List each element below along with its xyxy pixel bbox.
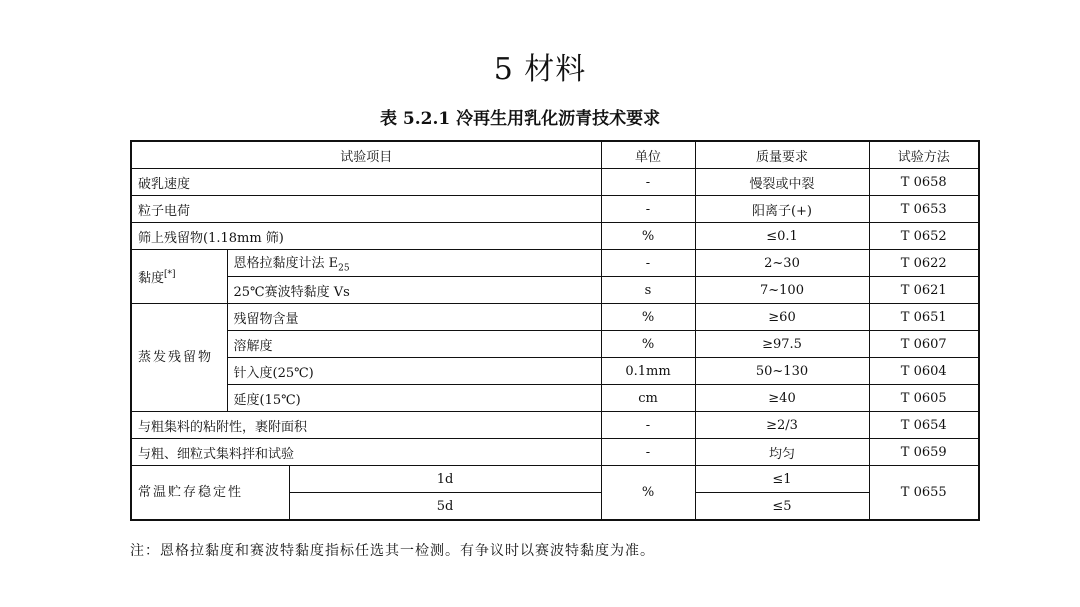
section-heading: 5 材料 <box>493 52 587 87</box>
table-row <box>131 466 979 493</box>
row-method: T 0621 <box>869 277 979 304</box>
header-item: 试验项目 <box>131 141 601 169</box>
group-residue: 蒸发残留物 <box>131 304 227 412</box>
row-item: 筛上残留物(1.18mm 筛) <box>131 223 601 250</box>
header-method: 试验方法 <box>869 141 979 169</box>
row-requirement: 均匀 <box>695 439 869 466</box>
row-requirement: ≥97.5 <box>695 331 869 358</box>
row-method: T 0654 <box>869 412 979 439</box>
group-storage: 常温贮存稳定性 <box>131 466 289 521</box>
row-requirement: ≥60 <box>695 304 869 331</box>
row-unit: % <box>601 331 695 358</box>
row-item: 针入度(25℃) <box>227 358 601 385</box>
row-requirement: ≤0.1 <box>695 223 869 250</box>
row-unit: s <box>601 277 695 304</box>
header-requirement: 质量要求 <box>695 141 869 169</box>
row-unit: % <box>601 223 695 250</box>
row-requirement: ≤1 <box>695 466 869 493</box>
row-unit: 0.1mm <box>601 358 695 385</box>
row-method: T 0659 <box>869 439 979 466</box>
row-unit: % <box>601 304 695 331</box>
row-unit: - <box>601 196 695 223</box>
table-row <box>131 277 979 304</box>
row-method: T 0653 <box>869 196 979 223</box>
row-requirement: 慢裂或中裂 <box>695 169 869 196</box>
table-caption: 表 5.2.1 冷再生用乳化沥青技术要求 <box>380 109 661 129</box>
row-item: 残留物含量 <box>227 304 601 331</box>
table-row <box>131 304 979 331</box>
row-item <box>227 250 601 277</box>
row-unit: - <box>601 439 695 466</box>
header-unit: 单位 <box>601 141 695 169</box>
row-unit: - <box>601 250 695 277</box>
row-unit: - <box>601 412 695 439</box>
row-requirement: ≥40 <box>695 385 869 412</box>
row-method: T 0605 <box>869 385 979 412</box>
row-method: T 0652 <box>869 223 979 250</box>
row-requirement: 2~30 <box>695 250 869 277</box>
row-unit: % <box>601 466 695 521</box>
row-requirement: ≥2/3 <box>695 412 869 439</box>
group-label: 黏度 <box>138 271 165 286</box>
row-requirement: 50~130 <box>695 358 869 385</box>
row-item: 25℃赛波特黏度 Vs <box>227 277 601 304</box>
row-item: 1d <box>289 466 601 493</box>
group-viscosity <box>131 250 227 304</box>
row-method: T 0622 <box>869 250 979 277</box>
table-row <box>131 358 979 385</box>
table-footnote: 注：恩格拉黏度和赛波特黏度指标任选其一检测。有争议时以赛波特黏度为准。 <box>130 543 655 559</box>
row-item-subscript: 25 <box>338 263 350 274</box>
spec-table <box>130 140 980 521</box>
table-header-row <box>131 141 979 169</box>
table-row <box>131 169 979 196</box>
row-item: 与粗集料的粘附性，裹附面积 <box>131 412 601 439</box>
table-row <box>131 196 979 223</box>
row-method: T 0651 <box>869 304 979 331</box>
row-requirement: 阳离子(+) <box>695 196 869 223</box>
row-requirement: ≤5 <box>695 493 869 521</box>
row-unit: cm <box>601 385 695 412</box>
table-row <box>131 385 979 412</box>
row-method: T 0658 <box>869 169 979 196</box>
row-item-text: 恩格拉黏度计法 E <box>233 256 339 272</box>
row-requirement: 7~100 <box>695 277 869 304</box>
row-unit: - <box>601 169 695 196</box>
table-row <box>131 250 979 277</box>
row-item: 延度(15℃) <box>227 385 601 412</box>
table-row <box>131 223 979 250</box>
row-method: T 0607 <box>869 331 979 358</box>
row-item: 溶解度 <box>227 331 601 358</box>
row-method: T 0655 <box>869 466 979 521</box>
table-row <box>131 439 979 466</box>
row-method: T 0604 <box>869 358 979 385</box>
footnote-mark: [*] <box>164 269 176 280</box>
row-item: 5d <box>289 493 601 521</box>
table-row <box>131 331 979 358</box>
row-item: 粒子电荷 <box>131 196 601 223</box>
table-row <box>131 412 979 439</box>
row-item: 破乳速度 <box>131 169 601 196</box>
row-item: 与粗、细粒式集料拌和试验 <box>131 439 601 466</box>
